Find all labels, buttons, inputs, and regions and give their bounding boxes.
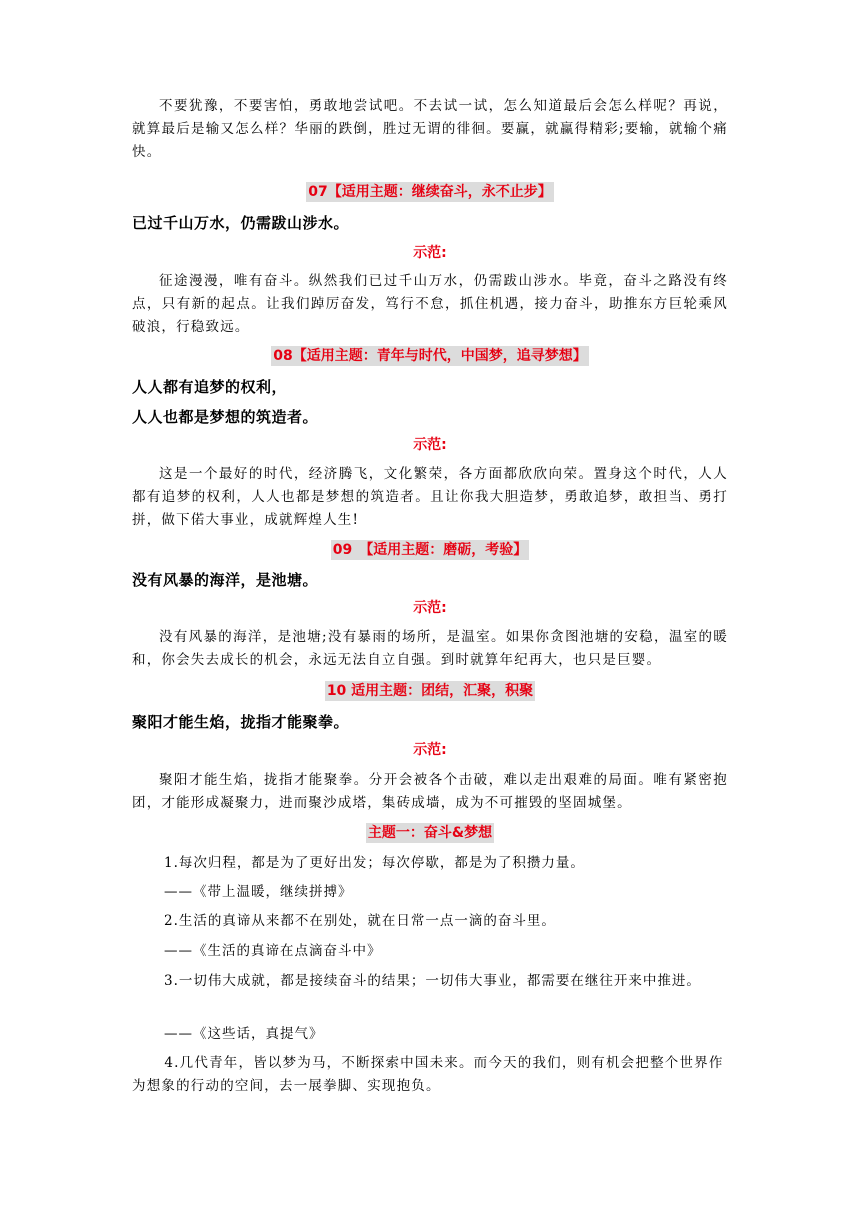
section-07-lead: 已过千山万水，仍需跋山涉水。	[132, 214, 350, 232]
intro-paragraph: 不要犹豫，不要害怕，勇敢地尝试吧。不去试一试，怎么知道最后会怎么样呢？再说，就算最后是输又怎么样？华丽的跌倒，胜过无谓的徘徊。要赢，就赢得精彩;要输，就输个痛快。	[132, 98, 728, 160]
quote-4-text: 4.几代青年，皆以梦为马，不断探索中国未来。而今天的我们，则有机会把整个世界作为想象的行动的空间，去一展拳脚、实现抱负。	[132, 1055, 724, 1094]
section-08-heading-text: 08【适用主题：青年与时代，中国梦，追寻梦想】	[273, 348, 587, 364]
section-10-heading-text: 10 适用主题：团结，汇聚，积聚	[326, 683, 534, 699]
theme-heading-text: 主题一：奋斗&梦想	[367, 825, 493, 841]
section-08-lead-line-2: 人人也都是梦想的筑造者。	[132, 408, 319, 426]
section-08-lead-line-1: 人人都有追梦的权利，	[132, 378, 288, 396]
section-09-heading	[0, 540, 860, 560]
section-07-example-label: 示范:	[413, 245, 447, 261]
section-08-heading	[0, 346, 860, 366]
quote-3-source: ——《这些话，真提气》	[164, 1026, 324, 1042]
quote-3-text: 3.一切伟大成就，都是接续奋斗的结果；一切伟大事业，都需要在继往开来中推进。	[164, 973, 701, 989]
section-09-example-text: 没有风暴的海洋，是池塘;没有暴雨的场所，是温室。如果你贪图池塘的安稳，温室的暖和，你会失去成长的机会，永远无法自立自强。到时就算年纪再大，也只是巨婴。	[132, 629, 728, 668]
quote-1-source: ——《带上温暖，继续拼搏》	[164, 884, 353, 900]
section-07-heading-text: 07【适用主题：继续奋斗，永不止步】	[308, 184, 552, 200]
section-10-example-text: 聚阳才能生焰，拢指才能聚拳。分开会被各个击破，难以走出艰难的局面。唯有紧密抱团，才能形成凝聚力，进而聚沙成塔，集砖成墙，成为不可摧毁的坚固城堡。	[132, 772, 728, 811]
section-10-lead: 聚阳才能生焰，拢指才能聚拳。	[132, 713, 350, 731]
section-08-example-text: 这是一个最好的时代，经济腾飞，文化繁荣，各方面都欣欣向荣。置身这个时代，人人都有追梦的权利，人人也都是梦想的筑造者。且让你我大胆造梦，勇敢追梦，敢担当、勇打拼，做下偌大事业，成就辉煌人生!	[132, 466, 728, 528]
section-09-lead: 没有风暴的海洋，是池塘。	[132, 571, 319, 589]
section-09-heading-text: 09 【适用主题：磨砺，考验】	[332, 542, 528, 558]
section-10-heading	[0, 681, 860, 701]
quote-2-source: ——《生活的真谛在点滴奋斗中》	[164, 943, 382, 959]
section-07-heading	[0, 182, 860, 202]
quote-1-text: 1.每次归程，都是为了更好出发；每次停歇，都是为了积攒力量。	[164, 855, 585, 871]
section-08-example-label: 示范:	[413, 437, 447, 453]
theme-heading	[0, 823, 860, 843]
section-10-example-label: 示范:	[413, 742, 447, 758]
section-09-example-label: 示范:	[413, 600, 447, 616]
quote-2-text: 2.生活的真谛从来都不在别处，就在日常一点一滴的奋斗里。	[164, 913, 556, 929]
section-07-example-text: 征途漫漫，唯有奋斗。纵然我们已过千山万水，仍需跋山涉水。毕竟，奋斗之路没有终点，只有新的起点。让我们踔厉奋发，笃行不怠，抓住机遇，接力奋斗，助推东方巨轮乘风破浪，行稳致远。	[132, 273, 728, 335]
